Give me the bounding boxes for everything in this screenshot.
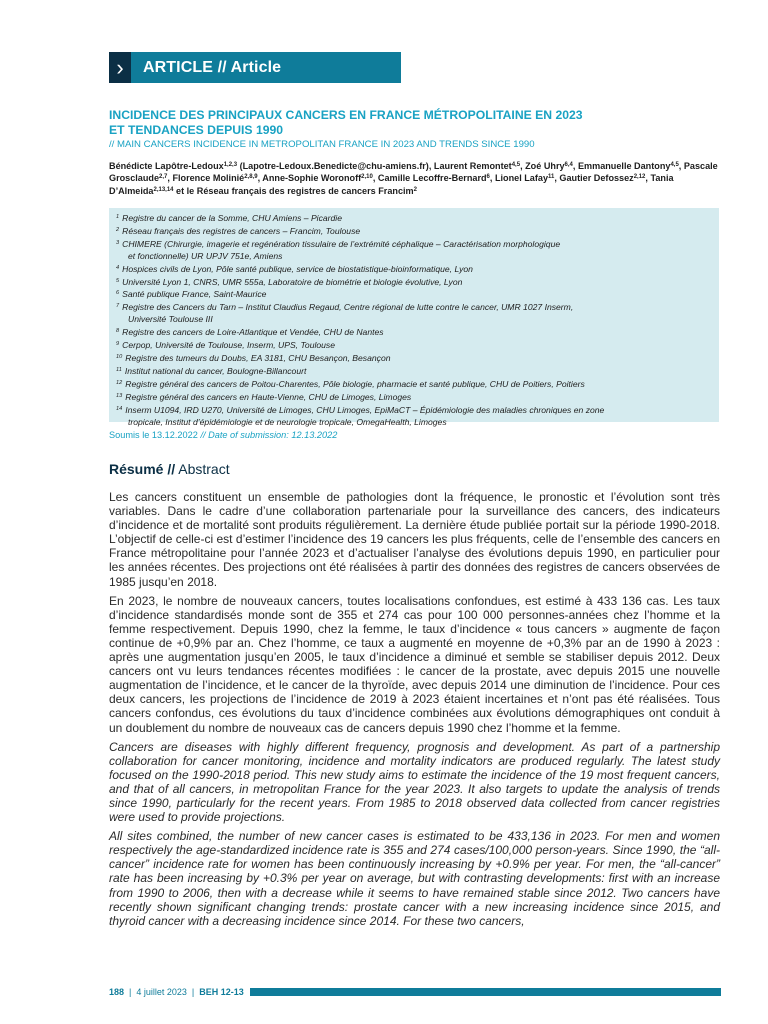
affiliation-number: 8 [116,328,120,335]
author-separator: , [678,161,684,171]
author-name: Bénédicte Lapôtre-Ledoux [109,161,224,171]
affiliation-text: Registre général des cancers en Haute-Vienne, CHU de Limoges, Limoges [125,391,412,402]
affiliation-item [116,391,713,404]
author-separator: , [520,161,526,171]
author-affiliation-ref: 6,4 [564,162,573,168]
affiliation-text: Université Lyon 1, CNRS, UMR 555a, Laboratoire de biométrie et biologie évolutive, Lyon [122,276,463,287]
affiliation-text: Registre des tumeurs du Doubs, EA 3181, CHU Besançon, Besançon [125,352,391,363]
section-banner [109,52,401,83]
affiliation-text: Santé publique France, Saint-Maurice [122,289,267,300]
affiliation-text: CHIMERE (Chirurgie, imagerie et regénération tissulaire de l’extrémité céphalique – Caractérisation morphologique [122,238,561,249]
affiliation-text: Registre du cancer de la Somme, CHU Amiens – Picardie [122,213,342,223]
affiliation-text: Institut national du cancer, Boulogne-Billancourt [124,365,307,376]
affiliation-text: Cerpop, Université de Toulouse, Inserm, UPS, Toulouse [122,340,336,351]
chevron-right-icon: › [109,52,131,83]
affiliation-text: Registre général des cancers de Poitou-Charentes, Pôle biologie, pharmacie et santé publique, CHU de Poitiers, Poitiers [125,378,585,389]
affiliation-text: Réseau français des registres de cancers – Francim, Toulouse [122,225,361,236]
affiliation-item [116,326,713,339]
page-number: 188 [109,987,125,997]
section-label: ARTICLE // Article [143,58,282,76]
article-title-line-2: ET TENDANCES DEPUIS 1990 [109,122,284,137]
article-title-line-1: INCIDENCE DES PRINCIPAUX CANCERS EN FRANCE MÉTROPOLITAINE EN 2023 [109,108,583,122]
affiliation-number: 9 [116,341,120,348]
author-affiliation-ref: 4,5 [511,162,521,168]
abstract-paragraph: En 2023, le nombre de nouveaux cancers, toutes localisations confondues, est estimé à 433 136 cas. Les taux d’incidence standardisés monde sont de 355 et 274 cas pour 100 000 personnes-années chez l’homme et la femme respectivement. Depuis 1990, chez la femme, le taux d’incidence « tous cancers » augmente de façon continue de +0,9% par an. Chez l’homme, ce taux a augmenté en moyenne de +0,3% par an de 1990 à 2023 : après une augmentation jusqu’en 2005, le taux d’incidence a diminué et semble se stabiliser depuis 2012. Deux cancers ont vu leurs tendances récentes modifiées : le cancer de la prostate, avec depuis 2015 une nouvelle augmentation de l’incidence, et le cancer de la thyroïde, avec depuis 2014 une diminution de l’incidence. Pour ces deux cancers, les projections de l’incidence de 2019 à 2023 étaient incertaines et n’ont pas été réalisées. Tous cancers confondus, ces évolutions du taux d’incidence combinées aux évolutions démographiques ont conduit à un doublement du nombre de nouveaux cas de cancers depuis 1990 chez l’homme et la femme. [109,593,720,735]
author-affiliation-ref: 2,10 [361,174,373,181]
affiliation-number: 11 [116,366,122,373]
author-name: Camille Lecoffre-Bernard [377,173,487,184]
author-name: Emmanuelle Dantony [577,161,671,171]
abstract-heading-en: Abstract [175,461,230,477]
author-affiliation-ref: 1,2,3 [223,162,238,168]
abstract-paragraph: Les cancers constituent un ensemble de pathologies dont la fréquence, le pronostic et l’évolution sont très variables. Dans le cadre d’une collaboration partenariale pour la surveillance des cancers, des indicateurs d’incidence et de mortalité sont produits régulièrement. La dernière étude publiée portait sur la période 1990-2018. L’objectif de celle-ci est d’estimer l’incidence des 19 cancers les plus fréquents, celle de l’ensemble des cancers en France métropolitaine pour l’année 2023 et d’actualiser l’analyse des évolutions depuis 1990, en particulier pour les années récentes. Des projections ont été réalisées à partir des données des registres de cancers observées de 1985 jusqu’en 2018. [109,490,720,589]
author-affiliation-ref: 4,5 [670,162,679,168]
affiliation-number: 3 [116,239,120,246]
affiliation-item [116,238,713,263]
affiliation-number: 4 [116,264,120,271]
author-affiliation-ref: 2,8,9 [244,174,258,181]
abstract-heading-fr: Résumé // [109,461,176,477]
affiliation-item [116,339,713,352]
author-name: Tania D’Almeida [109,173,674,196]
affiliation-number: 10 [116,353,123,360]
author-name: Pascale Grosclaude [109,161,718,184]
author-separator: , [489,173,495,184]
submission-date-en: // Date of submission: 12.13.2022 [200,430,338,440]
affiliation-number: 14 [116,405,123,412]
footer-bar [250,988,721,996]
submission-date-fr: Soumis le 13.12.2022 [109,430,201,440]
affiliation-item [116,404,713,429]
affiliation-text: Inserm U1094, IRD U270, Université de Limoges, CHU Limoges, EpiMaCT – Épidémiologie des maladies chroniques en zone [125,404,605,415]
affiliation-item [116,288,713,301]
author-list [109,160,721,197]
abstract-body [109,490,720,933]
author-name: Lionel Lafay [494,173,549,184]
author-affiliation-ref: 2 [413,186,417,193]
abstract-paragraph: All sites combined, the number of new cancer cases is estimated to be 433,136 in 2023. For men and women respectively the age-standardized incidence rate is 355 and 274 cases/100,000 person-years. Since 1990, the “all-cancer” incidence rate for women has been continuously increasing by +0.9% per year. For men, the “all-cancer” rate has been increasing by +0.3% per year on average, but with contrasting developments: first with an increase from 1990 to 2006, then with a decrease while it seems to have remained stable since 2012. Two cancers have recently shown significant changing trends: prostate cancer with a new increasing incidence since 2015, and thyroid cancer with a decreasing incidence since 2014. For these two cancers, [109,829,720,928]
affiliation-number: 5 [116,277,120,284]
author-affiliation-ref: 2,7 [159,174,168,181]
author-separator: , [572,161,578,171]
affiliation-item [116,352,713,365]
article-title [109,108,719,137]
affiliation-text: Hospices civils de Lyon, Pôle santé publique, service de biostatistique-bioinformatique, Lyon [122,263,473,274]
author-separator: , [372,173,378,184]
affiliation-item [116,301,713,326]
author-separator: , [167,173,173,184]
affiliation-item [116,378,713,391]
affiliation-item [116,263,713,276]
affiliation-text: et fonctionnelle) UR UPJV 751e, Amiens [128,250,283,261]
affiliation-number: 12 [116,379,123,386]
affiliations-box [109,208,719,427]
affiliation-number: 6 [116,290,120,297]
page-footer: 188 | 4 juillet 2023 | BEH 12-13 [109,985,721,999]
author-name: Anne-Sophie Woronoff [262,173,362,184]
journal-name: BEH 12-13 [199,987,244,997]
author-name: Laurent Remontet [433,161,512,171]
author-separator: et le Réseau français des registres de cancers Francim [173,185,414,196]
author-affiliation-ref: 11 [548,174,555,181]
author-separator: , [554,173,560,184]
affiliation-item [116,225,713,238]
issue-date: 4 juillet 2023 [136,987,187,997]
affiliation-item [116,212,713,225]
abstract-heading [109,461,230,477]
affiliation-text: Registre des Cancers du Tarn – Institut Claudius Regaud, Centre régional de lutte contre le cancer, UMR 1027 Inserm, [122,302,574,313]
affiliation-text: tropicale, Institut d’épidémiologie et de neurologie tropicale, OmegaHealth, Limoges [128,416,447,427]
author-affiliation-ref: 2,12 [633,174,646,181]
affiliation-number: 2 [116,226,120,233]
author-name: Zoé Uhry [525,161,565,171]
affiliation-item [116,365,713,378]
author-affiliation-ref: 2,13,14 [153,186,174,193]
affiliation-number: 1 [116,214,120,220]
author-separator: , [257,173,263,184]
affiliation-number: 7 [116,303,120,310]
author-separator: , [645,173,651,184]
affiliation-text: Registre des cancers de Loire-Atlantique et Vendée, CHU de Nantes [122,327,384,338]
affiliation-item [116,276,713,289]
affiliation-number: 13 [116,392,123,399]
affiliation-text: Université Toulouse III [128,314,213,325]
article-subtitle: // MAIN CANCERS INCIDENCE IN METROPOLITAN FRANCE IN 2023 AND TRENDS SINCE 1990 [109,139,535,150]
submission-date [109,430,337,440]
abstract-paragraph: Cancers are diseases with highly different frequency, prognosis and development. As part of a partnership collaboration for cancer monitoring, incidence and mortality indicators are produced regularly. The latest study focused on the 1990-2018 period. This new study aims to estimate the incidence of the 19 most frequent cancers, and that of all cancers, in metropolitan France for the year 2023. It also targets to update the analysis of trends since 1990, particularly for the recent years. From 1985 to 2018 observed data collected from cancer registries were used to provide projections. [109,739,720,825]
author-name: Florence Molinié [172,173,245,184]
author-separator: (Lapotre-Ledoux.Benedicte@chu-amiens.fr), [237,161,434,171]
author-affiliation-ref: 6 [486,174,490,181]
author-name: Gautier Defossez [559,173,634,184]
